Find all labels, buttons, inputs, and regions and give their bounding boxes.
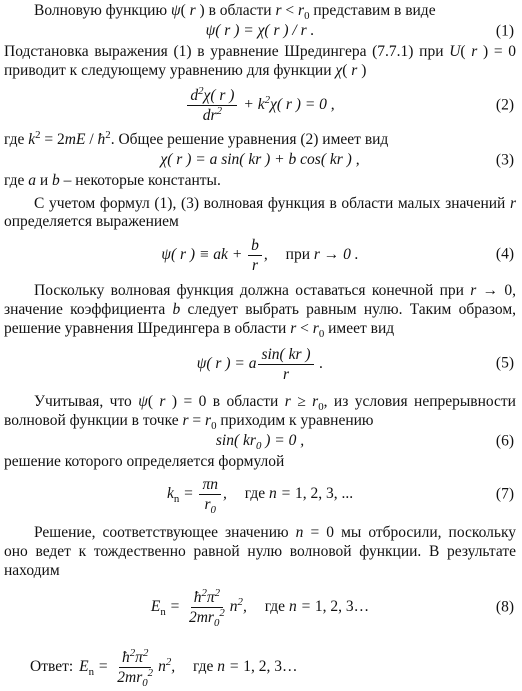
paragraph-1: Волновую функцию ψ( r ) в области $r < r_0$ представим в виде	[34, 2, 436, 23]
equation-5: ψ( r ) = a $\frac{\sin( kr )}{r}$ . (5)	[196, 345, 514, 383]
equation-8: $E_n$ = $\frac{ħ^2\pi^2}{2mr_0^2}$ $n^2$, где n = 1, 2, 3… (8)	[150, 586, 514, 630]
paragraph-4: где a и b – некоторые константы.	[4, 171, 221, 189]
equation-7: $k_n$ = $\frac{\pi n}{r_0}$ , где n = 1, 2, 3, ... (7)	[166, 476, 514, 517]
paragraph-6: Поскольку волновая функция должна оставаться конечной при r → 0, значение коэффициента b следует выбрать равным нулю. Таким образом, решение уравнения Шредингера в области $r < r_0$ имеет вид	[4, 282, 517, 341]
paragraph-8: решение которого определяется формулой	[4, 452, 285, 470]
equation-3: χ( r ) = a sin( kr ) + b cos( kr ) , (3)	[160, 151, 514, 169]
paragraph-3: где $k^2 = 2mE$ / $ħ^2$. Общее решение уравнения (2) имеет вид	[4, 128, 389, 148]
paragraph-9: Решение, соответствующее значению n = 0 мы отбросили, поскольку оно ведет к тождественно равной нулю волновой функции. В результате находим	[4, 523, 517, 579]
paragraph-2: Подстановка выражения (1) в уравнение Шредингера (7.7.1) при U( r ) = 0 приводит к следующему уравнению для функции χ( r )	[4, 42, 517, 79]
document-page	[4, 2, 517, 689]
answer-line: Ответ: $E_n$ = $\frac{ħ^2\pi^2}{2mr_0^2}$ $n^2$, где n = 1, 2, 3…	[30, 646, 298, 689]
paragraph-5: С учетом формул (1), (3) волновая функция в области малых значений r определяется выражением	[4, 194, 517, 231]
equation-2: $\frac{d^2\chi( r )}{dr^2}$ + $k^2\chi$( r ) = 0 , (2)	[4, 81, 516, 131]
paragraph-7: Учитывая, что ψ( r ) = 0 в области $r \ge r_0$, из условия непрерывности волновой функции в точке $r = r_0$ приходим к уравнению	[4, 393, 516, 433]
equation-1: ψ( r ) = χ( r ) / r . (1)	[205, 22, 514, 40]
equation-4: ψ( r ) ≡ ak + $\frac{b}{r}$ , при r → 0 . (4)	[161, 236, 514, 274]
equation-6: sin( $kr_0$ ) = 0 , (6)	[215, 432, 514, 453]
